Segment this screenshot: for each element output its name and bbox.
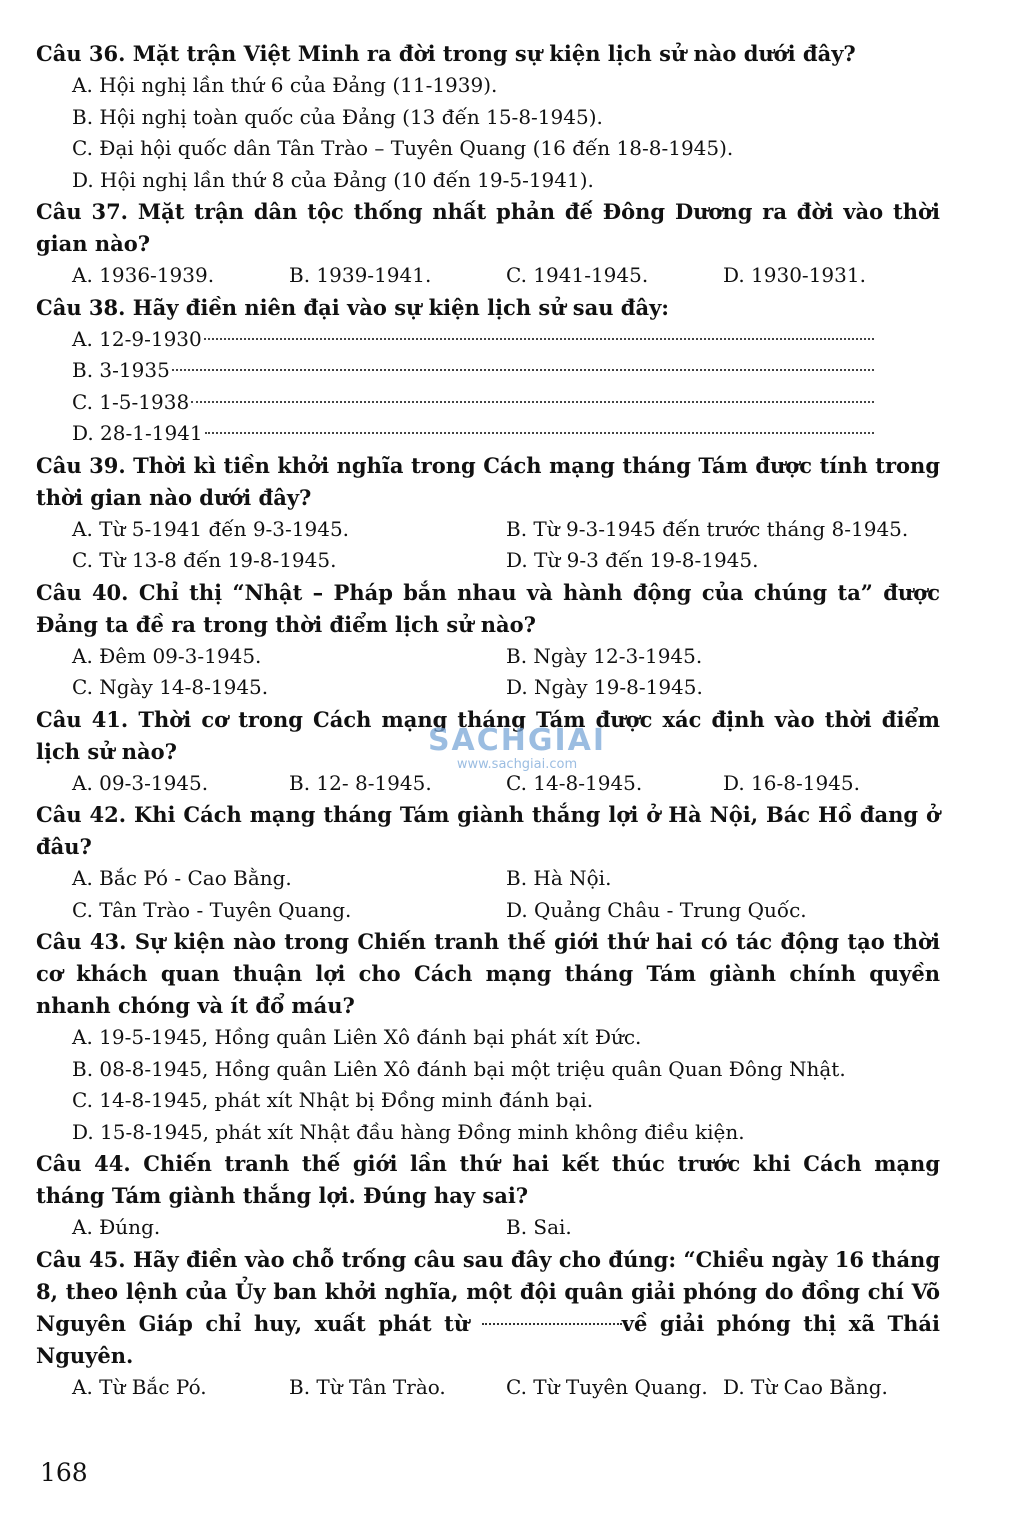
option-39b: B. Từ 9-3-1945 đến trước tháng 8-1945.	[506, 516, 909, 541]
option-45b: B. Từ Tân Trào.	[289, 1374, 446, 1399]
option-43d: D. 15-8-1945, phát xít Nhật đầu hàng Đồng minh không điều kiện.	[72, 1119, 745, 1144]
option-45a: A. Từ Bắc Pó.	[72, 1374, 207, 1399]
question-40: Câu 40. Chỉ thị “Nhật – Pháp bắn nhau và hành động của chúng ta” được Đảng ta đề ra trong thời điểm lịch sử nào?	[36, 579, 940, 637]
option-44a: A. Đúng.	[72, 1215, 161, 1239]
option-37a: A. 1936-1939.	[72, 263, 215, 287]
option-40b: B. Ngày 12-3-1945.	[506, 643, 703, 668]
option-41b: B. 12- 8-1945.	[289, 770, 432, 795]
option-42c: C. Tân Trào - Tuyên Quang.	[72, 897, 352, 922]
option-39d: D. Từ 9-3 đến 19-8-1945.	[506, 548, 759, 572]
option-37c: C. 1941-1945.	[506, 263, 649, 287]
question-37: Câu 37. Mặt trận dân tộc thống nhất phản đế Đông Dương ra đời vào thời gian nào?	[36, 199, 940, 256]
option-37b: B. 1939-1941.	[289, 263, 432, 287]
option-36a: A. Hội nghị lần thứ 6 của Đảng (11-1939).	[72, 73, 498, 97]
option-36d: D. Hội nghị lần thứ 8 của Đảng (10 đến 19-5-1941).	[72, 167, 594, 192]
question-42: Câu 42. Khi Cách mạng tháng Tám giành thắng lợi ở Hà Nội, Bác Hồ đang ở đâu?	[36, 802, 940, 859]
option-41c: C. 14-8-1945.	[506, 770, 643, 795]
option-40a: A. Đêm 09-3-1945.	[72, 643, 262, 668]
option-41a: A. 09-3-1945.	[72, 770, 209, 795]
options-37	[36, 260, 940, 292]
option-36b: B. Hội nghị toàn quốc của Đảng (13 đến 15-8-1945).	[72, 104, 603, 129]
options-45	[36, 1372, 940, 1404]
document-page	[36, 38, 940, 1403]
option-41d: D. 16-8-1945.	[723, 770, 860, 795]
question-38: Câu 38. Hãy điền niên đại vào sự kiện lịch sử sau đây:	[36, 294, 670, 320]
option-39a: A. Từ 5-1941 đến 9-3-1945.	[72, 516, 350, 541]
question-39: Câu 39. Thời kì tiền khởi nghĩa trong Cách mạng tháng Tám được tính trong thời gian nào dưới đây?	[36, 452, 941, 510]
option-37d: D. 1930-1931.	[723, 263, 866, 287]
option-40d: D. Ngày 19-8-1945.	[506, 675, 703, 699]
option-36c: C. Đại hội quốc dân Tân Trào – Tuyên Quang (16 đến 18-8-1945).	[72, 136, 734, 160]
option-43c: C. 14-8-1945, phát xít Nhật bị Đồng minh đánh bại.	[72, 1088, 594, 1112]
fill-line-38c: C. 1-5-1938	[36, 387, 940, 419]
options-42-row1	[36, 863, 940, 895]
options-42-row2	[36, 895, 940, 927]
question-45: Câu 45. Hãy điền vào chỗ trống câu sau đây cho đúng: “Chiều ngày 16 tháng 8, theo lệnh của Ủy ban khởi nghĩa, một đội quân giải phóng do đồng chí Võ Nguyên Giáp chỉ huy, xuất phát từ về giải phóng thị xã Thái Nguyên.	[36, 1246, 941, 1368]
fill-line-38d: D. 28-1-1941	[36, 418, 940, 450]
watermark-url: www.sachgiai.com	[456, 757, 578, 772]
option-42b: B. Hà Nội.	[506, 866, 612, 890]
options-40-row1	[36, 641, 940, 673]
option-45d: D. Từ Cao Bằng.	[723, 1374, 888, 1399]
watermark-logo: SACHGIAI	[427, 723, 607, 758]
option-40c: C. Ngày 14-8-1945.	[72, 675, 269, 699]
question-36: Câu 36. Mặt trận Việt Minh ra đời trong sự kiện lịch sử nào dưới đây?	[36, 41, 856, 66]
options-44	[36, 1212, 940, 1244]
options-39-row2	[36, 545, 940, 577]
option-45c: C. Từ Tuyên Quang.	[506, 1374, 708, 1399]
question-44: Câu 44. Chiến tranh thế giới lần thứ hai kết thúc trước khi Cách mạng tháng Tám giành thắng lợi. Đúng hay sai?	[36, 1151, 940, 1208]
page-number: 168	[40, 1458, 88, 1487]
option-39c: C. Từ 13-8 đến 19-8-1945.	[72, 548, 337, 572]
options-41	[36, 768, 940, 800]
question-43: Câu 43. Sự kiện nào trong Chiến tranh thế giới thứ hai có tác động tạo thời cơ khách quan thuận lợi cho Cách mạng tháng Tám giành chính quyền nhanh chóng và ít đổ máu?	[36, 929, 941, 1018]
fill-blank-45	[482, 1323, 622, 1325]
option-43a: A. 19-5-1945, Hồng quân Liên Xô đánh bại phát xít Đức.	[72, 1025, 642, 1049]
fill-line-38b: B. 3-1935	[36, 355, 940, 387]
options-39-row1	[36, 514, 940, 546]
option-43b: B. 08-8-1945, Hồng quân Liên Xô đánh bại một triệu quân Quan Đông Nhật.	[72, 1056, 846, 1081]
options-40-row2	[36, 672, 940, 704]
option-42a: A. Bắc Pó - Cao Bằng.	[72, 866, 292, 890]
option-42d: D. Quảng Châu - Trung Quốc.	[506, 897, 807, 922]
option-44b: B. Sai.	[506, 1215, 572, 1239]
question-41: Câu 41. Thời cơ trong Cách mạng tháng Tám được xác định vào thời điểm lịch sử nào?	[36, 706, 940, 764]
fill-line-38a: A. 12-9-1930	[36, 324, 940, 356]
